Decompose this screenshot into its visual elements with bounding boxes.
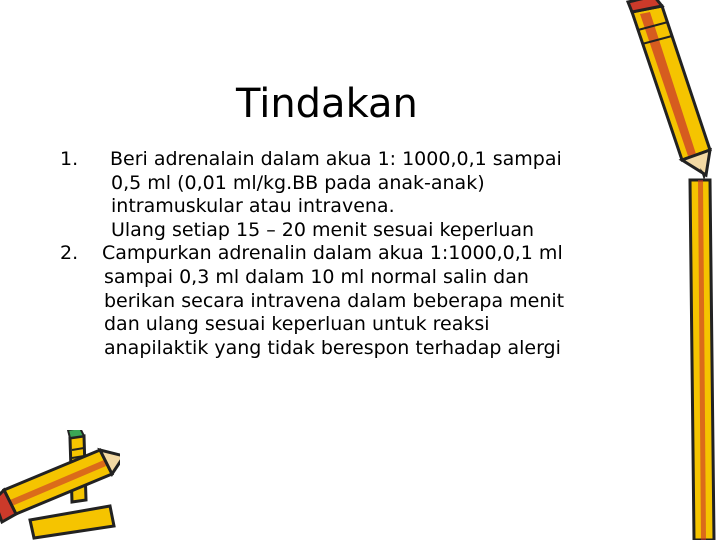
- list-item-1-line-2: 0,5 ml (0,01 ml/kg.BB pada anak-anak): [111, 171, 485, 194]
- list-item-1-line-4: Ulang setiap 15 – 20 menit sesuai keperluan: [111, 218, 535, 241]
- list-item-2-line-4: dan ulang sesuai keperluan untuk reaksi: [104, 313, 490, 336]
- list-number: 1.: [60, 148, 79, 170]
- list-item-2-line-2: sampai 0,3 ml dalam 10 ml normal salin dan: [104, 265, 529, 288]
- list-item-1-line-3: intramuskular atau intravena.: [111, 195, 395, 218]
- pencil-icon: [610, 0, 720, 540]
- list-number: 2.: [60, 242, 79, 265]
- slide-body: [60, 148, 660, 360]
- list-item-2-line-1: 2. Campurkan adrenalin dalam akua 1:1000,0,1 ml: [60, 242, 563, 265]
- pencil-icon: [0, 430, 120, 540]
- list-item-1-line-1: 1. Beri adrenalain dalam akua 1: 1000,0,1 sampai: [60, 148, 562, 170]
- list-item-2-line-3: berikan secara intravena dalam beberapa menit: [104, 289, 565, 312]
- slide-title: Tindakan: [236, 81, 418, 127]
- list-item-2-line-5: anapilaktik yang tidak berespon terhadap alergi: [104, 336, 561, 359]
